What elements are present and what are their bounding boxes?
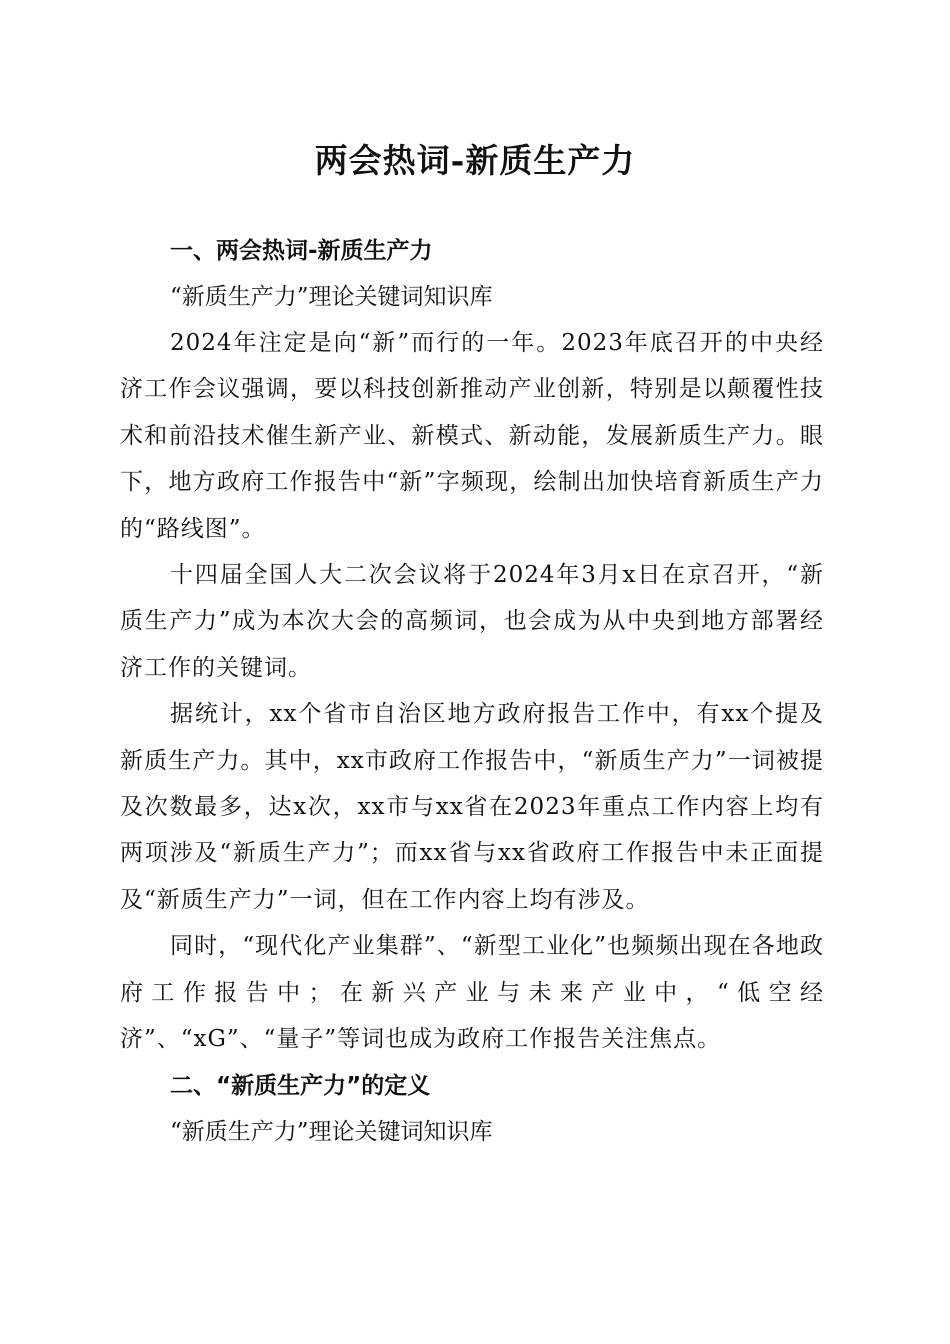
paragraph: 同时，“现代化产业集群”、“新型工业化”也频频出现在各地政府工作报告中；在新兴产业与未来产业中，“低空经济”、“xG”、“量子”等词也成为政府工作报告关注焦点。	[120, 933, 824, 1053]
section-heading: 二、“新质生产力”的定义	[170, 1072, 431, 1099]
document-title: 两会热词-新质生产力	[314, 141, 636, 180]
paragraph: 十四届全国人大二次会议将于2024年3月x日在京召开，“新质生产力”成为本次大会的高频词，也会成为从中央到地方部署经济工作的关键词。	[120, 562, 824, 681]
section-2	[120, 1063, 824, 1155]
paragraph: 2024年注定是向“新”而行的一年。2023年底召开的中央经济工作会议强调，要以科技创新推动产业创新，特别是以颠覆性技术和前沿技术催生新产业、新模式、新动能，发展新质生产力。眼下，地方政府工作报告中“新”字频现，绘制出加快培育新质生产力的“路线图”。	[120, 330, 824, 542]
section-subtitle: “新质生产力”理论关键词知识库	[170, 284, 493, 310]
section-1	[120, 228, 824, 1063]
section-heading: 一、两会热词-新质生产力	[170, 238, 433, 264]
document-body	[120, 228, 824, 1155]
section-subtitle: “新质生产力”理论关键词知识库	[170, 1118, 493, 1145]
paragraph: 据统计，xx个省市自治区地方政府报告工作中，有xx个提及新质生产力。其中，xx市政府工作报告中，“新质生产力”一词被提及次数最多，达x次，xx市与xx省在2023年重点工作内容上均有两项涉及“新质生产力”；而xx省与xx省政府工作报告中未正面提及“新质生产力”一词，但在工作内容上均有涉及。	[120, 701, 824, 913]
